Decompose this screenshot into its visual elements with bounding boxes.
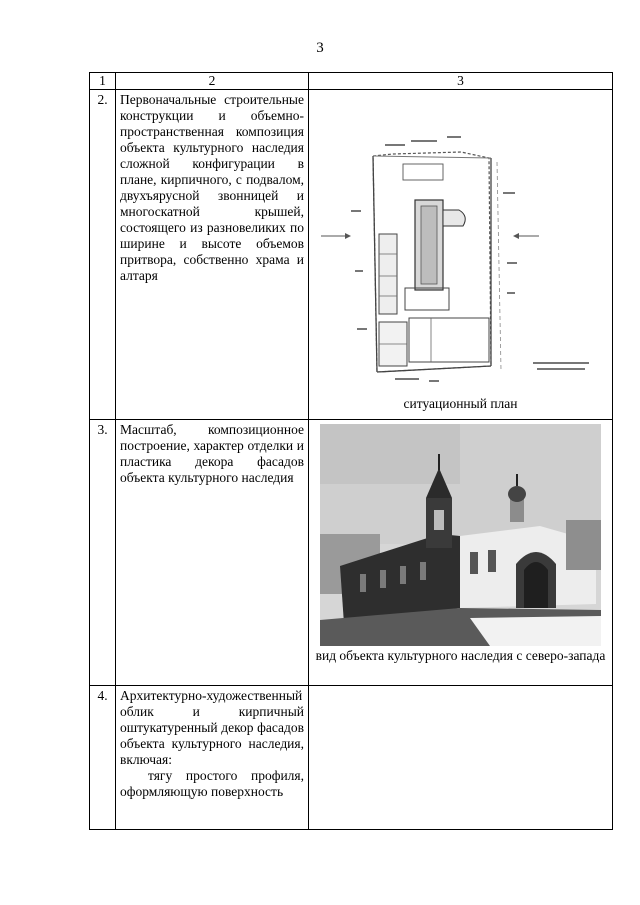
row-description — [116, 90, 309, 420]
row-number: 4. — [90, 686, 116, 830]
page-number: 3 — [316, 40, 324, 56]
table-header-row — [90, 73, 613, 90]
row-description — [116, 420, 309, 686]
header-col-3: 3 — [309, 73, 613, 90]
site-plan-image — [311, 92, 611, 392]
table-row — [90, 420, 613, 686]
row-number: 2. — [90, 90, 116, 420]
object-description-table — [89, 72, 613, 830]
header-col-2: 2 — [116, 73, 309, 90]
row-description-extra: тягу простого профиля, оформляющую поверхность — [120, 768, 304, 799]
header-col-1: 1 — [90, 73, 116, 90]
table-row — [90, 686, 613, 830]
row-image-cell — [309, 686, 613, 830]
church-photo-image — [320, 424, 601, 646]
row-number: 3. — [90, 420, 116, 686]
row-description-text: Архитектурно-художественный облик и кирпичный оштукатуренный декор фасадов объекта культурного наследия, включая: — [120, 688, 304, 767]
row-image-cell — [309, 420, 613, 686]
row-description — [116, 686, 309, 830]
site-plan-caption: ситуационный план — [403, 396, 518, 411]
church-photo-caption: вид объекта культурного наследия с северо-запада — [315, 648, 606, 663]
row-description-text: Первоначальные строительные конструкции и объемно-пространственная композиция объекта культурного наследия сложной конфигурации в плане, кирпичного, с подвалом, двухъярусной звонницей и многоскатной крышей, состоящего из разновеликих по ширине и высоте объемов притвора, собственно храма и алтаря — [120, 92, 304, 283]
table-row — [90, 90, 613, 420]
row-image-cell — [309, 90, 613, 420]
row-description-text: Масштаб, композиционное построение, характер отделки и пластика декора фасадов объекта культурного наследия — [120, 422, 304, 485]
